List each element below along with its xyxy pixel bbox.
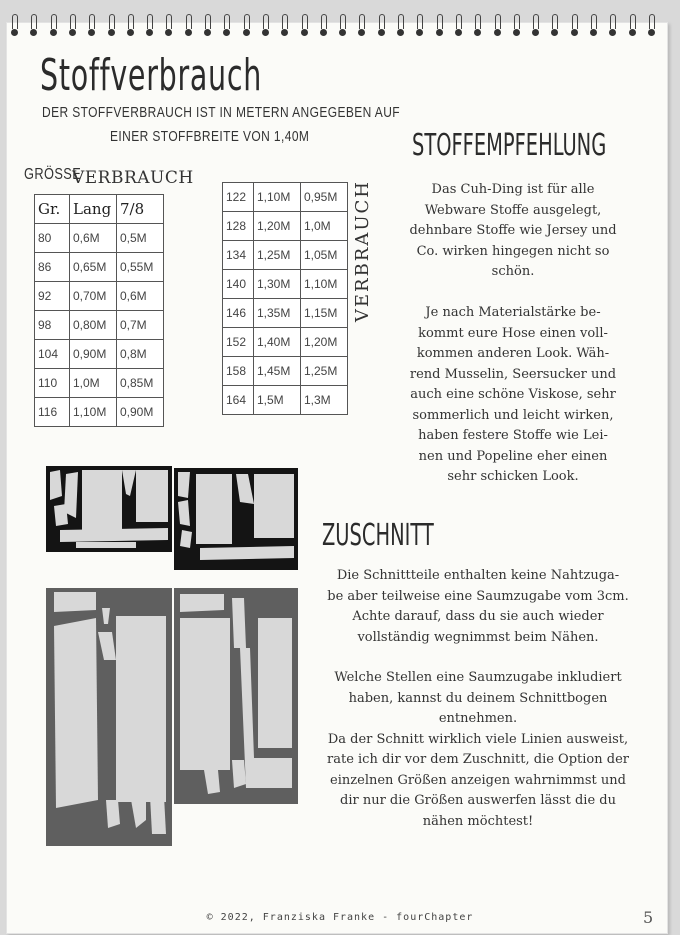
table-cell: 164 — [223, 386, 254, 415]
text-line: rate ich dir vor dem Zuschnitt, die Option der — [327, 752, 629, 767]
footer-copyright: © 2022, Franziska Franke - fourChapter — [206, 912, 474, 923]
binding-ring — [359, 14, 365, 42]
binding-ring — [552, 14, 558, 42]
table-cell: 0,5M — [117, 224, 164, 253]
table-row — [223, 328, 348, 357]
binding-ring — [31, 14, 37, 42]
text-line: Da der Schnitt wirklich viele Linien ausweist, — [327, 731, 629, 747]
header-cell: 7/8 — [117, 195, 164, 224]
zuschnitt-para-2 — [306, 668, 650, 832]
binding-ring — [12, 14, 18, 42]
binding-ring — [630, 14, 636, 42]
binding-ring — [321, 14, 327, 42]
binding-ring — [70, 14, 76, 42]
cutting-layout-small-1 — [46, 466, 172, 552]
text-line: haben, kannst du deinem Schnittbogen — [348, 690, 608, 706]
binding-ring — [533, 14, 539, 42]
table-cell: 1,25M — [254, 241, 301, 270]
table-cell: 1,25M — [301, 357, 348, 386]
cutting-layout-small-2 — [174, 468, 298, 570]
table-cell: 122 — [223, 183, 254, 212]
binding-ring — [166, 14, 172, 42]
text-line: sommerlich und leicht wirken, — [412, 407, 614, 423]
text-line: kommen anderen Look. Wäh- — [416, 346, 610, 361]
binding-ring — [263, 14, 269, 42]
table-cell: 1,45M — [254, 357, 301, 386]
table-cell: 1,30M — [254, 270, 301, 299]
text-line: entnehmen. — [438, 711, 518, 726]
table-cell: 92 — [35, 282, 70, 311]
zuschnitt-heading: ZUSCHNITT — [322, 518, 434, 553]
table-cell: 1,20M — [301, 328, 348, 357]
table-cell: 134 — [223, 241, 254, 270]
table-row — [223, 183, 348, 212]
text-line: haben festere Stoffe wie Lei- — [418, 428, 608, 443]
table-cell: 140 — [223, 270, 254, 299]
binding-ring — [572, 14, 578, 42]
text-line: Das Cuh-Ding ist für alle — [431, 182, 595, 197]
table-cell: 0,95M — [301, 183, 348, 212]
text-line: vollständig wegnimmst beim Nähen. — [357, 629, 599, 645]
binding-ring — [340, 14, 346, 42]
spiral-binding — [12, 14, 662, 46]
table-cell: 0,85M — [117, 369, 164, 398]
table-cell: 158 — [223, 357, 254, 386]
text-line: kommt eure Hose einen voll- — [418, 325, 608, 341]
page-number: 5 — [643, 908, 654, 927]
table-row — [223, 357, 348, 386]
table-cell: 1,15M — [301, 299, 348, 328]
table-cell: 0,8M — [117, 340, 164, 369]
binding-ring — [244, 14, 250, 42]
table-cell: 0,7M — [117, 311, 164, 340]
subtitle-line-1: DER STOFFVERBRAUCH IST IN METERN ANGEGEBEN AUF — [42, 104, 401, 121]
binding-ring — [591, 14, 597, 42]
binding-ring — [89, 14, 95, 42]
table-cell: 86 — [35, 253, 70, 282]
table-cell: 152 — [223, 328, 254, 357]
table-row — [35, 282, 164, 311]
text-line: einzelnen Größen anzeigen wahrnimmst und — [330, 772, 626, 788]
page-title: Stoffverbrauch — [40, 50, 263, 101]
cutting-layout-large-1 — [46, 588, 172, 846]
vertical-verbrauch-label: VERBRAUCH — [352, 180, 373, 323]
binding-ring — [128, 14, 134, 42]
verbrauch-label: VERBRAUCH — [72, 168, 194, 188]
table-cell: 1,0M — [301, 212, 348, 241]
table-cell: 1,05M — [301, 241, 348, 270]
text-line: schön. — [491, 264, 535, 279]
header-cell: Gr. — [35, 195, 70, 224]
table-cell: 110 — [35, 369, 70, 398]
binding-ring — [475, 14, 481, 42]
table-header-row — [35, 195, 164, 224]
table-row — [35, 253, 164, 282]
table-cell: 0,70M — [70, 282, 117, 311]
table-row — [35, 311, 164, 340]
table-cell: 104 — [35, 340, 70, 369]
header-cell: Lang — [70, 195, 117, 224]
table-cell: 0,6M — [70, 224, 117, 253]
binding-ring — [398, 14, 404, 42]
text-line: Je nach Materialstärke be- — [425, 305, 601, 320]
table-cell: 1,10M — [254, 183, 301, 212]
text-line: Die Schnittteile enthalten keine Nahtzuga- — [336, 568, 620, 583]
zuschnitt-para-1 — [306, 566, 650, 648]
stoffempfehlung-para-2 — [388, 303, 638, 488]
table-row — [35, 398, 164, 427]
binding-ring — [205, 14, 211, 42]
table-cell: 128 — [223, 212, 254, 241]
table-row — [223, 386, 348, 415]
table-row — [35, 369, 164, 398]
text-line: auch eine schöne Viskose, sehr — [410, 387, 616, 402]
text-line: dir nur die Größen auswerfen lässt die du — [340, 793, 616, 808]
table-cell: 0,90M — [70, 340, 117, 369]
binding-ring — [186, 14, 192, 42]
text-line: Webware Stoffe ausgelegt, — [424, 202, 602, 218]
table-row — [223, 212, 348, 241]
table-cell: 0,65M — [70, 253, 117, 282]
text-line: nähen möchtest! — [422, 813, 534, 829]
binding-ring — [456, 14, 462, 42]
binding-ring — [495, 14, 501, 42]
binding-ring — [610, 14, 616, 42]
table-row — [223, 270, 348, 299]
table-cell: 116 — [35, 398, 70, 427]
binding-ring — [224, 14, 230, 42]
text-line: dehnbare Stoffe wie Jersey und — [409, 223, 617, 238]
table-cell: 80 — [35, 224, 70, 253]
table-cell: 1,40M — [254, 328, 301, 357]
groesse-label: GRÖSSE — [24, 166, 82, 183]
table-cell: 0,55M — [117, 253, 164, 282]
table-row — [223, 241, 348, 270]
table-cell: 0,80M — [70, 311, 117, 340]
text-line: sehr schicken Look. — [447, 469, 579, 484]
subtitle-line-2: EINER STOFFBREITE VON 1,40M — [110, 128, 310, 145]
table-cell: 1,0M — [70, 369, 117, 398]
table-cell: 1,10M — [70, 398, 117, 427]
table-cell: 0,90M — [117, 398, 164, 427]
table-cell: 1,5M — [254, 386, 301, 415]
binding-ring — [417, 14, 423, 42]
binding-ring — [649, 14, 655, 42]
table-cell: 98 — [35, 311, 70, 340]
text-line: be aber teilweise eine Saumzugabe vom 3cm. — [327, 588, 629, 604]
cutting-layout-large-2 — [174, 588, 298, 804]
stoffempfehlung-para-1 — [388, 180, 638, 283]
table-cell: 1,10M — [301, 270, 348, 299]
table-cell: 0,6M — [117, 282, 164, 311]
size-table-1 — [34, 194, 164, 427]
text-line: rend Musselin, Seersucker und — [409, 366, 617, 382]
table-cell: 1,3M — [301, 386, 348, 415]
table-cell: 146 — [223, 299, 254, 328]
table-row — [35, 340, 164, 369]
binding-ring — [51, 14, 57, 42]
table-cell: 1,35M — [254, 299, 301, 328]
table-cell: 1,20M — [254, 212, 301, 241]
binding-ring — [282, 14, 288, 42]
binding-ring — [437, 14, 443, 42]
text-line: Welche Stellen eine Saumzugabe inkludiert — [334, 670, 622, 685]
text-line: nen und Popeline eher einen — [418, 448, 608, 464]
binding-ring — [514, 14, 520, 42]
binding-ring — [379, 14, 385, 42]
binding-ring — [147, 14, 153, 42]
table-row — [35, 224, 164, 253]
size-table-2 — [222, 182, 348, 415]
text-line: Co. wirken hingegen nicht so — [416, 243, 610, 259]
binding-ring — [302, 14, 308, 42]
stoffempfehlung-heading: STOFFEMPFEHLUNG — [412, 128, 607, 163]
binding-ring — [109, 14, 115, 42]
text-line: Achte darauf, dass du sie auch wieder — [352, 609, 604, 624]
table-row — [223, 299, 348, 328]
